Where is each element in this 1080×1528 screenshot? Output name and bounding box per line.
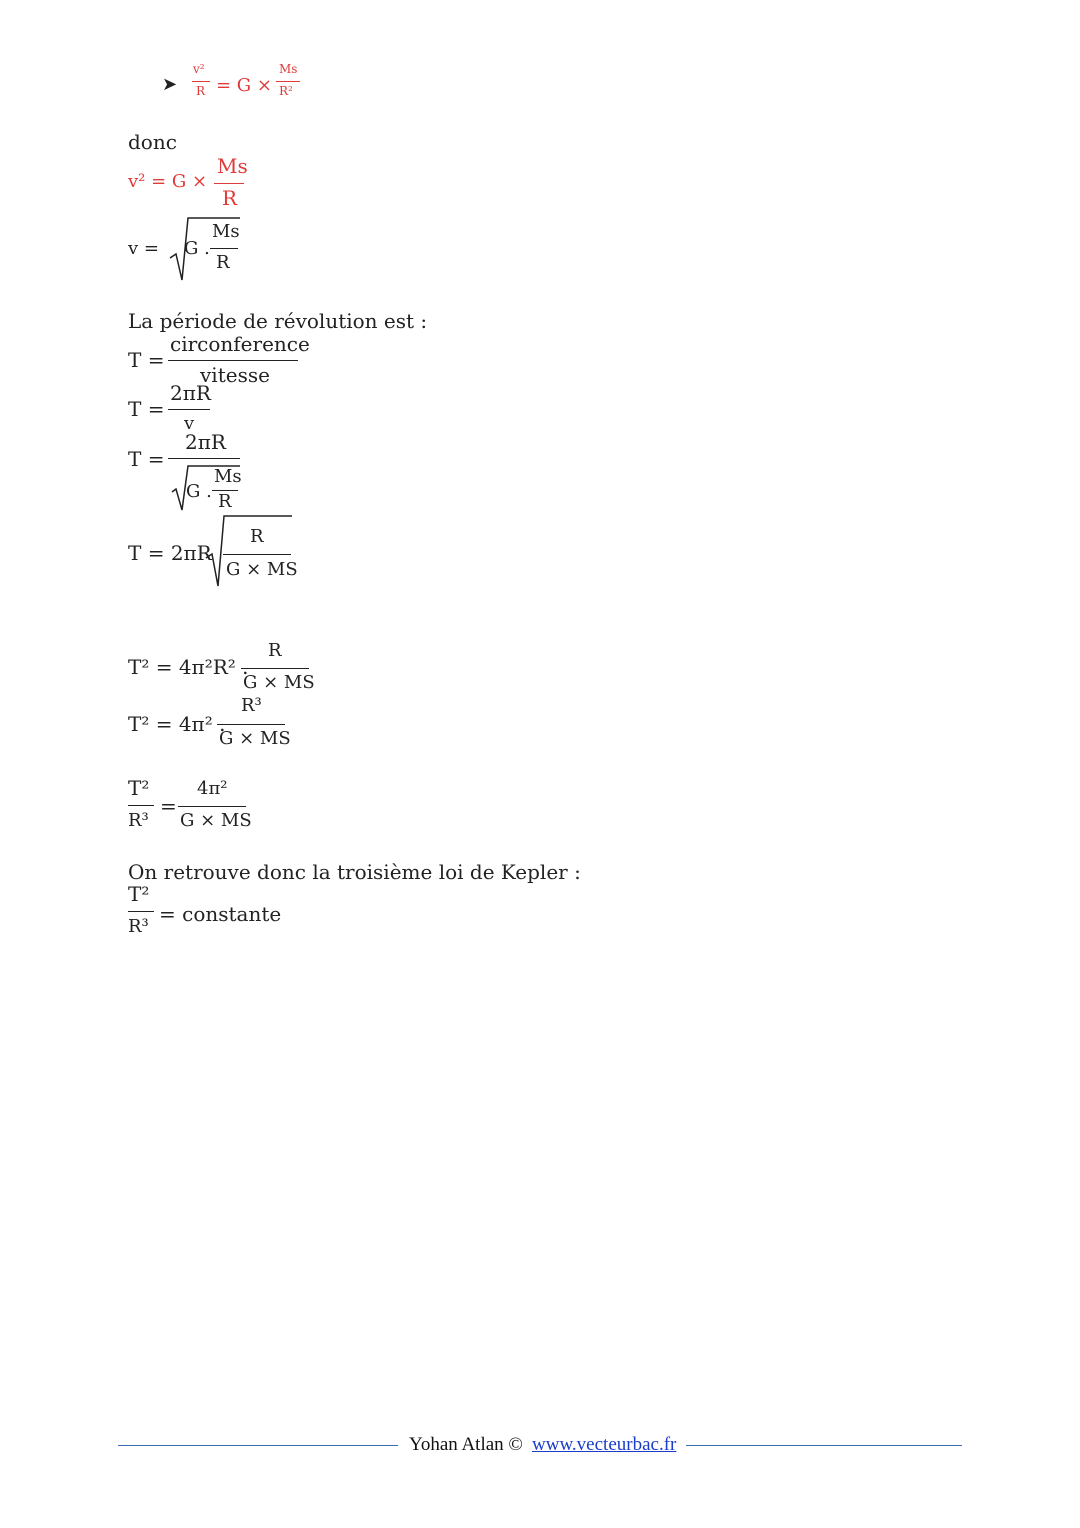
eq-t4-den: G × MS <box>226 559 298 580</box>
eq-t3-g: G . <box>186 481 212 502</box>
fraction-bar <box>210 248 238 249</box>
eq-t6-lhs: T² = 4π² . <box>128 712 226 736</box>
eq-kepler-num: T² <box>128 882 150 906</box>
footer-link[interactable]: www.vecteurbac.fr <box>532 1434 677 1455</box>
fraction-bar <box>178 806 246 807</box>
fraction-bar <box>192 81 210 82</box>
fraction-bar <box>168 360 298 361</box>
fraction-bar <box>241 668 309 669</box>
eq-t1-den: vitesse <box>200 363 270 387</box>
eq-t3-inner-num: Ms <box>214 466 242 487</box>
footer-author: Yohan Atlan © <box>409 1434 523 1455</box>
eq-t6-den: G × MS <box>219 728 291 749</box>
eq-t7-eq: = <box>160 794 177 818</box>
eq-top-ms: Ms <box>279 62 298 76</box>
eq-v2-den: R <box>222 186 238 210</box>
periode-label: La période de révolution est : <box>128 309 428 333</box>
fraction-bar <box>168 409 210 410</box>
eq-v-num: Ms <box>212 221 240 242</box>
eq-v-g: G . <box>184 238 210 259</box>
eq-t2-den: v <box>184 413 195 434</box>
eq-t4-lhs: T = 2πR <box>128 541 212 565</box>
fraction-bar <box>214 183 244 184</box>
bullet-arrow-icon: ➤ <box>162 74 178 95</box>
eq-t4-num: R <box>250 526 264 547</box>
eq-t5-lhs: T² = 4π²R² . <box>128 655 249 679</box>
eq-v2-num: Ms <box>217 154 248 178</box>
eq-t5-den: G × MS <box>243 672 315 693</box>
eq-v-den: R <box>216 252 230 273</box>
footer-rule-right <box>686 1445 962 1446</box>
eq-kepler-den: R³ <box>128 916 149 937</box>
eq-t7-lnum: T² <box>128 776 150 800</box>
donc-text: donc <box>128 130 177 154</box>
eq-top-g: = G × <box>216 75 272 96</box>
eq-t1-num: circonference <box>170 332 310 356</box>
eq-t2-num: 2πR <box>170 381 211 405</box>
eq-t2-lhs: T = <box>128 397 165 421</box>
eq-v-lhs: v = <box>128 238 159 259</box>
eq-v2-lhs: v² = G × <box>128 171 208 192</box>
eq-t6-num: R³ <box>241 695 262 716</box>
eq-t3-lhs: T = <box>128 447 165 471</box>
eq-t1-lhs: T = <box>128 348 165 372</box>
fraction-bar <box>223 554 291 555</box>
eq-t7-lden: R³ <box>128 810 149 831</box>
eq-top-r2: R² <box>279 84 293 98</box>
fraction-bar <box>128 911 154 912</box>
eq-t3-inner-den: R <box>218 491 232 512</box>
footer-rule-left <box>118 1445 398 1446</box>
fraction-bar <box>168 458 240 459</box>
eq-t3-num: 2πR <box>185 430 226 454</box>
eq-t7-den: G × MS <box>180 810 252 831</box>
eq-kepler-rhs: = constante <box>159 902 282 926</box>
eq-t5-num: R <box>268 640 282 661</box>
fraction-bar <box>128 805 154 806</box>
eq-top-v2: v² <box>193 62 205 76</box>
fraction-bar <box>217 724 285 725</box>
eq-t7-num: 4π² <box>197 778 228 799</box>
eq-top-R: R <box>196 84 206 98</box>
fraction-bar <box>276 81 300 82</box>
kepler-label: On retrouve donc la troisième loi de Kepler : <box>128 860 581 884</box>
